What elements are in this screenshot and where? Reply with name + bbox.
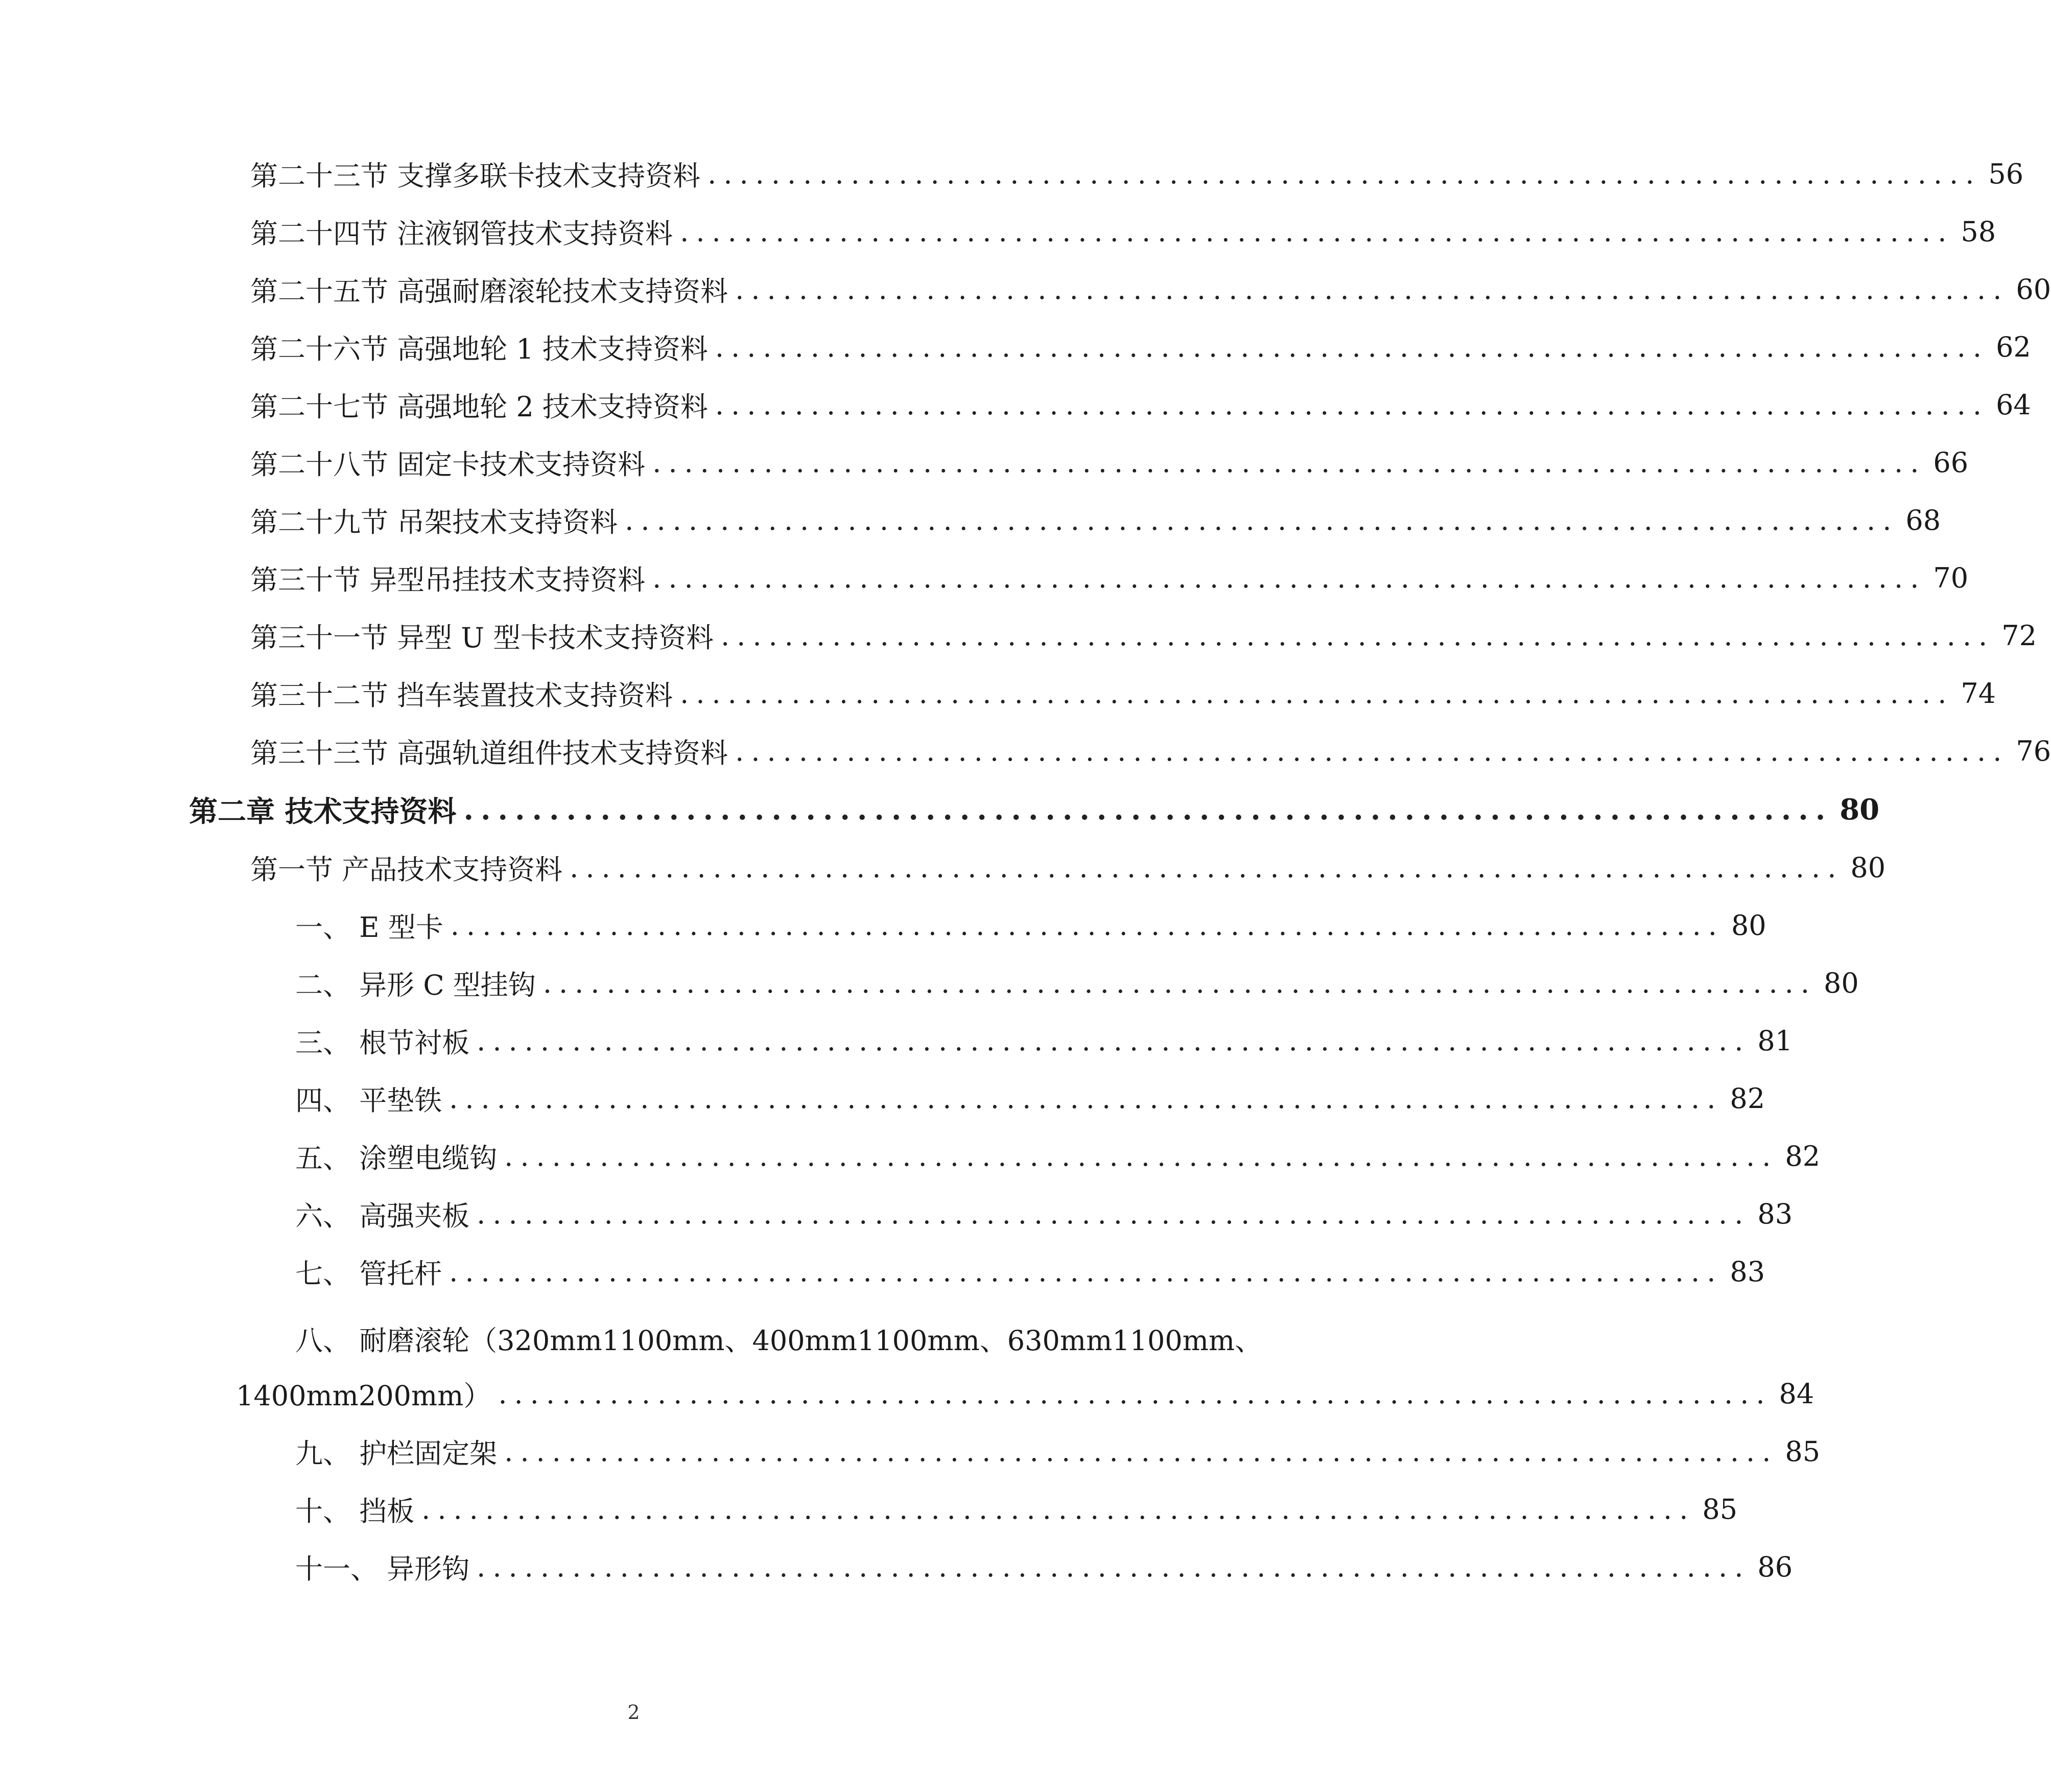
- toc-entry-title: 第三十三节 高强轨道组件技术支持资料: [250, 737, 728, 769]
- dot-leader: ................................................................................: [652, 561, 1926, 594]
- toc-entry-title: 第三十二节 挡车装置技术支持资料: [250, 679, 673, 712]
- toc-entry-title: 第二十八节 固定卡技术支持资料: [250, 448, 646, 481]
- toc-entry-page: 58: [1961, 215, 1996, 248]
- toc-entry-page: 80: [1850, 851, 1886, 884]
- toc-item-title: 一、 E 型卡: [295, 911, 443, 944]
- toc-chapter[interactable]: [189, 785, 1880, 834]
- toc-item-title-line2: 1400mm200mm）: [236, 1379, 491, 1412]
- toc-entry-title: 第三十节 异型吊挂技术支持资料: [250, 563, 646, 596]
- toc-entry-page: 72: [2001, 619, 2037, 652]
- toc-entry[interactable]: [250, 322, 2031, 371]
- toc-entry[interactable]: [250, 438, 1969, 487]
- dot-leader: ................................................................................: [680, 215, 1954, 248]
- toc-item-title: 十、 挡板: [295, 1495, 415, 1527]
- toc-entry-title: 第二十五节 高强耐磨滚轮技术支持资料: [250, 275, 728, 308]
- dot-leader: ................................................................................: [477, 1550, 1751, 1583]
- toc-entry-page: 74: [1961, 677, 1996, 710]
- toc-chapter-title: 第二章 技术支持资料: [189, 795, 457, 829]
- toc-item[interactable]: [295, 1247, 1765, 1296]
- toc-entry[interactable]: [250, 149, 2024, 198]
- toc-item-title: 五、 涂塑电缆钩: [295, 1142, 498, 1174]
- toc-entry[interactable]: [250, 669, 1996, 718]
- toc-item[interactable]: [295, 1131, 1821, 1181]
- page-number: 2: [627, 1701, 640, 1724]
- toc-item[interactable]: [236, 1369, 1814, 1418]
- toc-item[interactable]: [295, 1016, 1793, 1065]
- toc-item-page: 82: [1785, 1140, 1821, 1172]
- toc-item-page: 85: [1702, 1493, 1738, 1525]
- toc-item-page: 84: [1779, 1377, 1814, 1410]
- toc-item[interactable]: [295, 1189, 1793, 1238]
- toc-item-wrapped-line[interactable]: [295, 1314, 1262, 1363]
- toc-entry-title: 第二十七节 高强地轮 2 技术支持资料: [250, 390, 708, 423]
- toc-item-title: 六、 高强夹板: [295, 1199, 470, 1232]
- toc-item-page: 81: [1757, 1024, 1793, 1057]
- toc-item-title-line1: 八、 耐磨滚轮（320mm1100mm、400mm1100mm、630mm1100mm、: [295, 1324, 1263, 1357]
- toc-item-title: 七、 管托杆: [295, 1257, 442, 1290]
- dot-leader: ................................................................................: [421, 1493, 1695, 1525]
- dot-leader: ................................................................................: [449, 1082, 1723, 1115]
- toc-entry-title: 第三十一节 异型 U 型卡技术支持资料: [250, 621, 714, 654]
- toc-entry[interactable]: [250, 553, 1969, 602]
- toc-entry-page: 60: [2016, 273, 2051, 305]
- dot-leader: ................................................................................: [463, 793, 1833, 827]
- toc-entry-title: 第二十九节 吊架技术支持资料: [250, 506, 618, 538]
- toc-entry[interactable]: [250, 207, 1996, 256]
- dot-leader: ................................................................................: [449, 1255, 1723, 1288]
- toc-entry-title: 第一节 产品技术支持资料: [250, 853, 563, 886]
- toc-item-page: 83: [1730, 1255, 1765, 1288]
- toc-chapter-page: 80: [1840, 793, 1880, 827]
- toc-entry-page: 76: [2016, 735, 2051, 767]
- toc-entry-page: 64: [1996, 388, 2031, 421]
- dot-leader: ................................................................................: [735, 735, 2009, 767]
- toc-item-title: 四、 平垫铁: [295, 1084, 442, 1117]
- toc-item[interactable]: [295, 1074, 1765, 1123]
- toc-item-page: 82: [1730, 1082, 1765, 1115]
- dot-leader: ................................................................................: [652, 446, 1926, 479]
- toc-entry-title: 第二十四节 注液钢管技术支持资料: [250, 217, 673, 250]
- toc-item-page: 80: [1731, 909, 1766, 941]
- toc-entry-page: 68: [1905, 504, 1941, 536]
- dot-leader: ................................................................................: [477, 1024, 1751, 1057]
- dot-leader: ................................................................................: [498, 1377, 1772, 1410]
- toc-entry[interactable]: [250, 265, 2051, 314]
- toc-item-page: 80: [1824, 966, 1859, 999]
- toc-item[interactable]: [295, 1484, 1738, 1534]
- toc-item[interactable]: [295, 958, 1859, 1007]
- toc-item-page: 83: [1757, 1197, 1793, 1230]
- toc-entry[interactable]: [250, 611, 2037, 660]
- toc-entry-page: 66: [1933, 446, 1969, 479]
- dot-leader: ................................................................................: [721, 619, 1995, 652]
- dot-leader: ................................................................................: [570, 851, 1844, 884]
- toc-item[interactable]: [295, 1542, 1793, 1591]
- toc-item[interactable]: [295, 901, 1766, 950]
- toc-item[interactable]: [295, 1427, 1821, 1476]
- toc-entry-page: 70: [1933, 561, 1969, 594]
- toc-entry[interactable]: [250, 726, 2051, 775]
- dot-leader: ................................................................................: [504, 1435, 1778, 1468]
- dot-leader: ................................................................................: [450, 909, 1724, 941]
- toc-item-page: 86: [1757, 1550, 1793, 1583]
- toc-entry[interactable]: [250, 496, 1941, 545]
- toc-item-title: 九、 护栏固定架: [295, 1437, 498, 1470]
- toc-item-page: 85: [1785, 1435, 1821, 1468]
- dot-leader: ................................................................................: [715, 331, 1989, 363]
- dot-leader: ................................................................................: [625, 504, 1899, 536]
- dot-leader: ................................................................................: [715, 388, 1989, 421]
- toc-entry[interactable]: [250, 380, 2031, 429]
- toc-item-title: 十一、 异形钩: [295, 1552, 470, 1585]
- toc-entry-title: 第二十三节 支撑多联卡技术支持资料: [250, 159, 701, 192]
- dot-leader: ................................................................................: [477, 1197, 1751, 1230]
- dot-leader: ................................................................................: [735, 273, 2009, 305]
- dot-leader: ................................................................................: [504, 1140, 1778, 1172]
- toc-entry-title: 第二十六节 高强地轮 1 技术支持资料: [250, 333, 708, 365]
- toc-item-title: 二、 异形 C 型挂钩: [295, 969, 536, 1001]
- dot-leader: ................................................................................: [680, 677, 1954, 710]
- toc-entry-page: 62: [1996, 331, 2031, 363]
- dot-leader: ................................................................................: [708, 157, 1982, 190]
- toc-item-title: 三、 根节衬板: [295, 1026, 470, 1059]
- dot-leader: ................................................................................: [543, 966, 1817, 999]
- toc-entry[interactable]: [250, 843, 1886, 892]
- toc-entry-page: 56: [1988, 157, 2024, 190]
